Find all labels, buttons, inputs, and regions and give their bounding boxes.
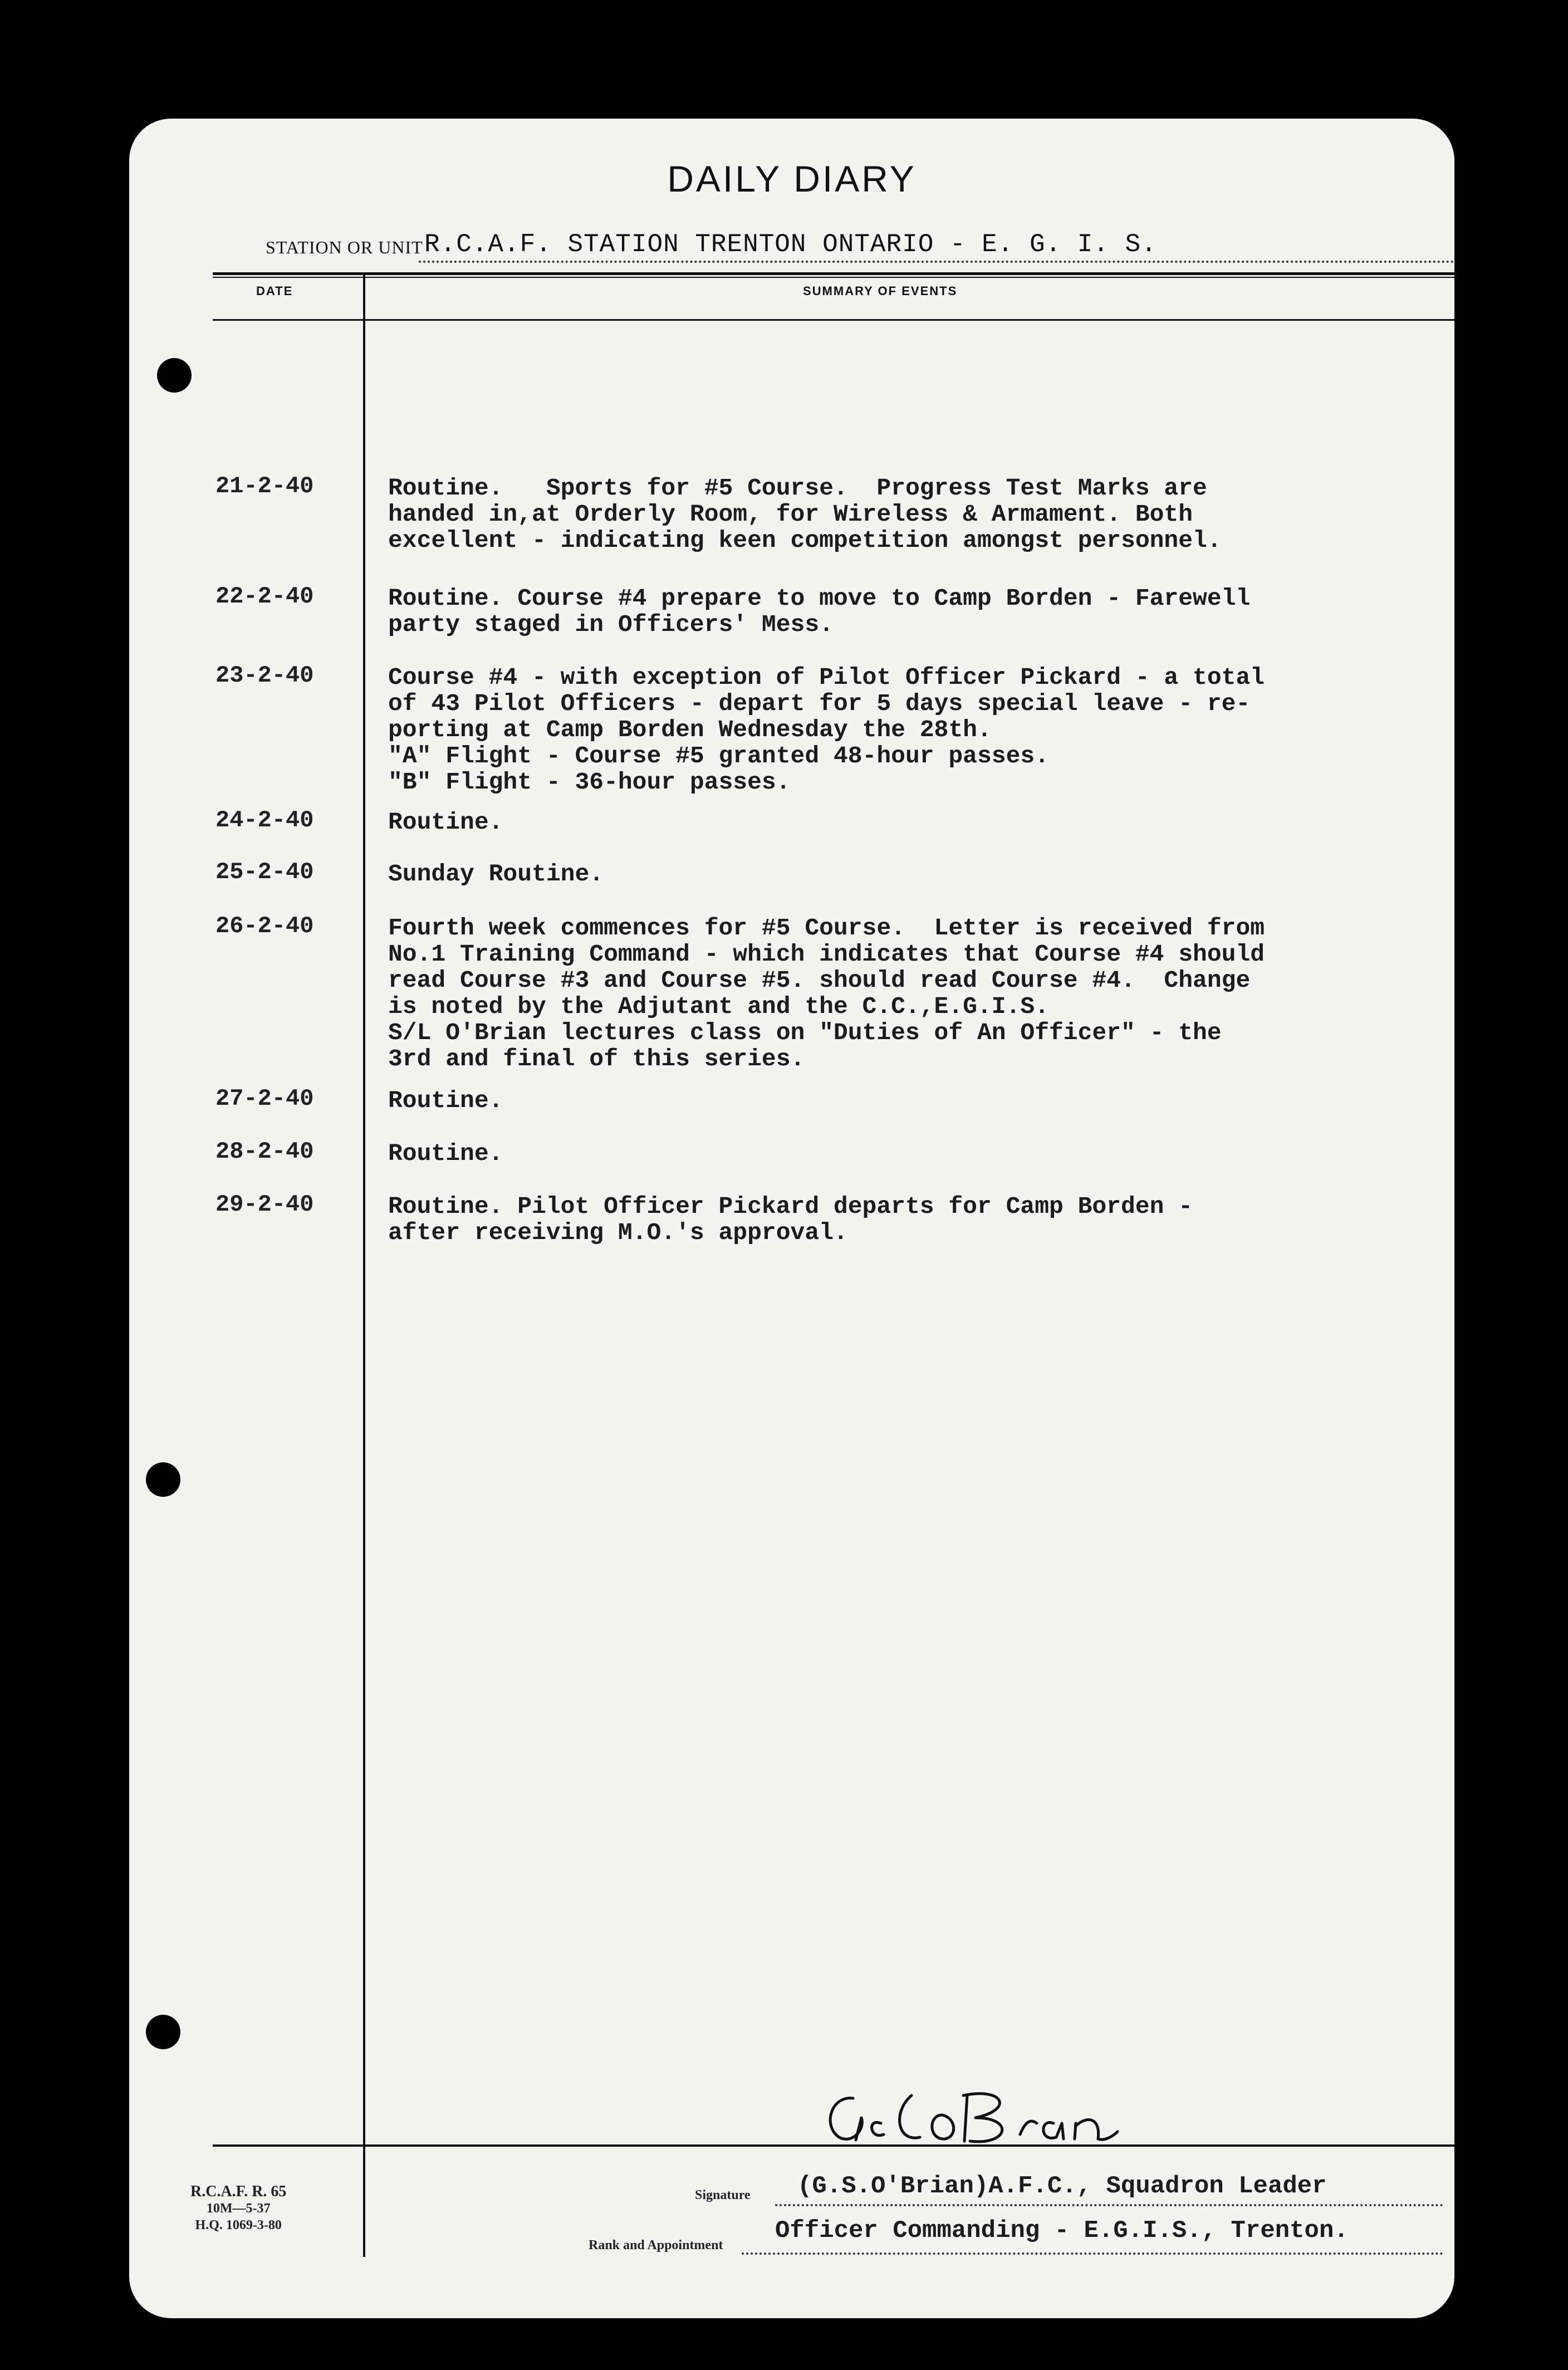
entry-date: 29-2-40 xyxy=(215,1191,314,1218)
station-dotted-line xyxy=(419,261,1454,263)
entry-summary: Fourth week commences for #5 Course. Letter is received from No.1 Training Command - which indicates that Course #4 should read Course #3 and Course #5. should read Course #4. Change is noted by the Adjutant and the C.C.,E.G.I.S. S/L O'Brian lectures class on "Duties of An Officer" - the 3rd and final of this series. xyxy=(388,914,1265,1073)
entry-date: 27-2-40 xyxy=(215,1085,314,1112)
entry-summary: Routine. xyxy=(388,1140,503,1167)
punch-hole-middle xyxy=(146,1462,180,1497)
entry-date: 25-2-40 xyxy=(215,859,314,885)
form-number: R.C.A.F. R. 65 xyxy=(190,2183,287,2200)
entry-date: 28-2-40 xyxy=(215,1138,314,1165)
signature-dotted-line xyxy=(775,2204,1443,2206)
diary-sheet xyxy=(129,119,1454,2318)
entry-summary: Routine. xyxy=(388,1087,503,1114)
summary-column-header: SUMMARY OF EVENTS xyxy=(803,284,958,298)
signature-value: (G.S.O'Brian)A.F.C., Squadron Leader xyxy=(797,2172,1327,2200)
entry-summary: Routine. Pilot Officer Pickard departs for Camp Borden - after receiving M.O.'s approval. xyxy=(388,1193,1193,1246)
entry-date: 24-2-40 xyxy=(215,807,314,834)
handwritten-signature xyxy=(814,2079,1126,2162)
entry-summary: Course #4 - with exception of Pilot Officer Pickard - a total of 43 Pilot Officers - depart for 5 days special leave - re- porting at Camp Borden Wednesday the 28th. "A" Flight - Course #5 granted 48-hour passes. "B" Flight - 36-hour passes. xyxy=(388,664,1265,796)
header-rule-top xyxy=(213,272,1454,275)
form-print-run: 10M—5-37 xyxy=(206,2201,271,2216)
form-hq-reference: H.Q. 1069-3-80 xyxy=(195,2218,282,2232)
page-title: DAILY DIARY xyxy=(667,158,917,199)
station-label: STATION OR UNIT xyxy=(266,237,423,257)
entry-date: 22-2-40 xyxy=(215,583,314,610)
entry-summary: Routine. Sports for #5 Course. Progress Test Marks are handed in,at Orderly Room, for Wireless & Armament. Both excellent - indicating keen competition amongst personnel. xyxy=(388,474,1222,554)
punch-hole-bottom xyxy=(146,2015,180,2049)
header-rule-bottom xyxy=(213,319,1454,321)
column-divider xyxy=(363,275,365,2257)
entry-date: 23-2-40 xyxy=(215,662,314,689)
date-column-header: DATE xyxy=(256,284,293,298)
header-rule-under xyxy=(213,277,1454,278)
rank-value: Officer Commanding - E.G.I.S., Trenton. xyxy=(775,2217,1349,2245)
entry-summary: Routine. xyxy=(388,809,503,836)
punch-hole-top xyxy=(157,358,192,393)
entry-summary: Routine. Course #4 prepare to move to Camp Borden - Farewell party staged in Officers' Mess. xyxy=(388,585,1251,638)
entry-summary: Sunday Routine. xyxy=(388,860,604,888)
entry-date: 26-2-40 xyxy=(215,913,314,939)
rank-dotted-line xyxy=(742,2253,1443,2255)
station-value: R.C.A.F. STATION TRENTON ONTARIO - E. G. I. S. xyxy=(424,230,1157,259)
signature-label: Signature xyxy=(695,2188,751,2202)
form-identifier xyxy=(190,2183,286,2234)
entry-date: 21-2-40 xyxy=(215,473,314,500)
rank-label: Rank and Appointment xyxy=(589,2238,723,2253)
